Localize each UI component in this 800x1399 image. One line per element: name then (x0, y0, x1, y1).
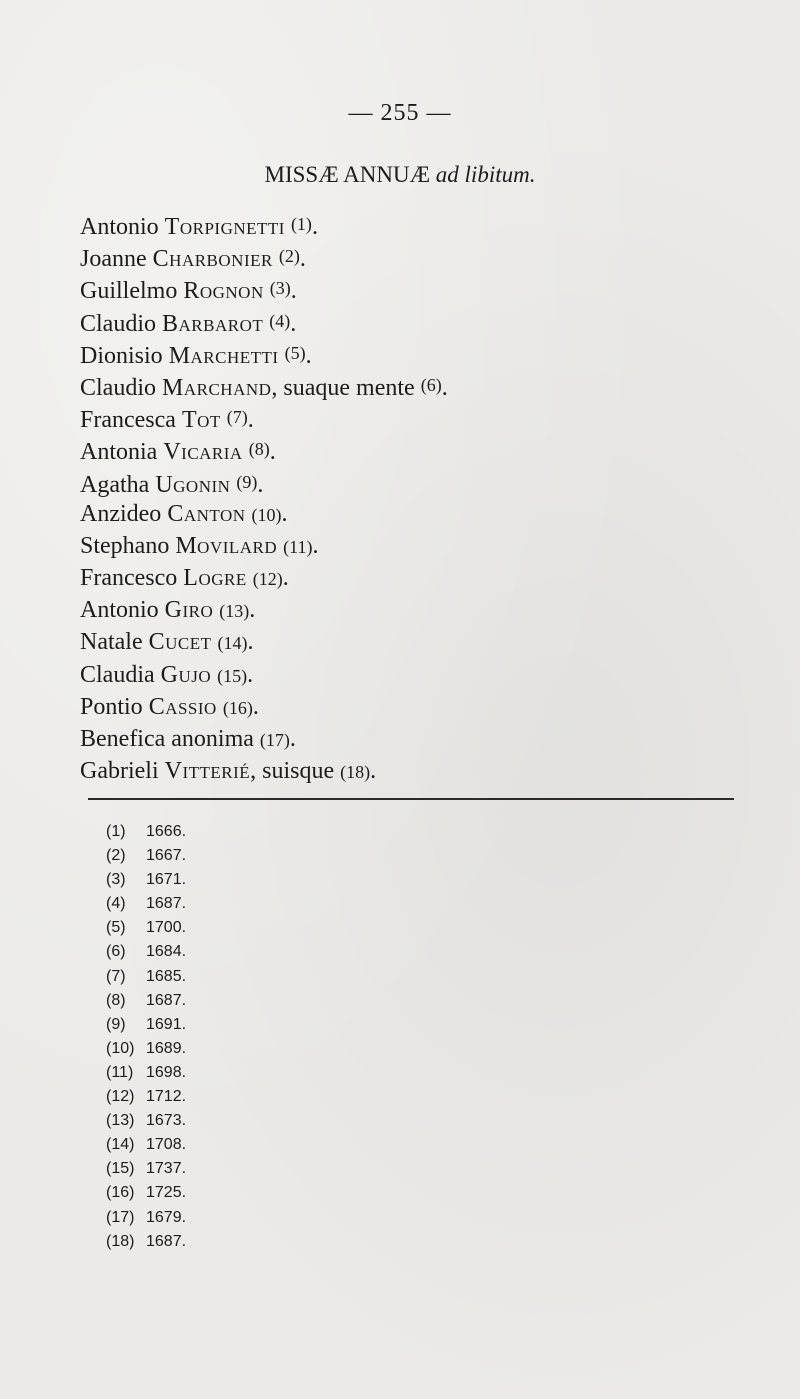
entry-surname: Vitterié (164, 758, 251, 785)
footnote-number: (1) (106, 823, 126, 840)
entry-first-name: Joanne (80, 246, 147, 273)
entry-row (80, 272, 740, 304)
entry-surname: Cassio (148, 693, 217, 720)
entry-terminator: . (441, 374, 448, 401)
entry-footnote-ref: (4) (269, 310, 291, 331)
footnote-year: 1671. (146, 871, 187, 889)
entry-terminator: . (299, 246, 306, 273)
footnote-divider (88, 798, 734, 800)
footnote-number: (16) (106, 1184, 135, 1202)
entry-first-name: Francesca (80, 407, 176, 434)
footnote-number: (18) (106, 1232, 135, 1250)
footnote-number: (4) (106, 895, 126, 913)
entry-surname: Giro (164, 597, 214, 624)
entry-terminator: . (311, 214, 318, 240)
entry-first-name: Gabrieli (80, 758, 159, 785)
footnote-number: (13) (106, 1112, 135, 1130)
entry-row (80, 659, 740, 691)
footnote-row (106, 1181, 406, 1205)
entry-first-name: Agatha (80, 471, 150, 498)
entry-footnote-ref: (6) (420, 374, 442, 395)
footnote-number: (15) (106, 1160, 135, 1178)
footnote-row (106, 1085, 406, 1109)
entry-terminator: . (281, 500, 288, 527)
footnote-number: (11) (106, 1063, 134, 1081)
entry-terminator: . (247, 629, 254, 656)
entry-footnote-ref: (10) (251, 504, 282, 525)
footnote-number: (6) (106, 943, 126, 961)
footnote-year: 1673. (146, 1112, 187, 1130)
footnote-year: 1712. (146, 1088, 187, 1106)
entry-footnote-ref: (9) (236, 471, 258, 492)
footnote-row (106, 965, 406, 989)
page-number: — 255 — (348, 100, 452, 126)
entry-row (80, 691, 740, 723)
entry-surname: Tot (181, 407, 221, 434)
entries-list (80, 208, 740, 787)
footnote-number: (7) (106, 967, 126, 985)
footnote-row (106, 820, 406, 844)
entry-row (80, 723, 740, 755)
entry-row (80, 755, 740, 787)
entry-first-name: Benefica anonima (80, 726, 254, 752)
entry-footnote-ref: (15) (217, 665, 248, 686)
footnote-row (106, 1037, 406, 1061)
entry-first-name: Antonio (80, 214, 159, 240)
footnote-year: 1687. (146, 991, 187, 1009)
entry-footnote-ref: (11) (283, 536, 313, 557)
entry-surname: Rognon (183, 278, 264, 305)
entry-footnote-ref: (1) (290, 214, 312, 234)
entry-terminator: . (249, 597, 256, 624)
footnote-row (106, 916, 406, 940)
entry-remark: , suisque (250, 758, 335, 785)
entry-first-name: Pontio (80, 693, 143, 720)
entry-surname: Charbonier (152, 246, 273, 273)
entry-first-name: Antonio (80, 597, 159, 624)
footnote-row (106, 844, 406, 868)
entry-surname: Cucet (148, 629, 212, 656)
footnote-year: 1725. (146, 1184, 187, 1202)
entry-footnote-ref: (13) (219, 601, 250, 622)
footnote-row (106, 1061, 406, 1085)
footnote-year: 1737. (146, 1160, 187, 1178)
entry-surname: Marchand (162, 374, 272, 401)
entry-terminator: . (305, 342, 312, 369)
footnote-year: 1667. (146, 847, 187, 865)
entry-row (80, 433, 740, 465)
entry-surname: Logre (183, 565, 247, 592)
footnote-number: (9) (106, 1015, 126, 1033)
footnote-number: (2) (106, 847, 126, 865)
entry-footnote-ref: (14) (217, 633, 248, 654)
entry-surname: Movilard (175, 532, 278, 559)
footnote-row (106, 1206, 406, 1230)
entry-first-name: Antonia (80, 439, 158, 466)
footnote-number: (12) (106, 1088, 135, 1106)
entry-first-name: Claudio (80, 374, 156, 401)
entry-row (80, 498, 740, 530)
footnote-number: (3) (106, 871, 126, 889)
footnote-row (106, 1109, 406, 1133)
section-heading (0, 162, 800, 188)
entry-first-name: Francesco (80, 565, 178, 592)
entry-first-name: Claudia (80, 661, 155, 688)
footnote-row (106, 1133, 406, 1157)
entry-terminator: . (282, 565, 289, 592)
footnote-year: 1666. (146, 823, 187, 840)
entry-footnote-ref: (2) (278, 246, 300, 267)
footnote-row (106, 1157, 406, 1181)
entry-row (80, 562, 740, 594)
entry-terminator: . (370, 758, 377, 785)
entry-row (80, 594, 740, 626)
entry-terminator: . (312, 532, 319, 559)
footnote-number: (10) (106, 1039, 135, 1057)
entry-surname: Vicaria (163, 439, 243, 466)
heading-title: MISSÆ ANNUÆ (264, 162, 431, 187)
footnote-row (106, 1013, 406, 1037)
entry-footnote-ref: (17) (259, 730, 290, 750)
footnote-row (106, 868, 406, 892)
entry-surname: Gujo (160, 661, 212, 688)
footnote-year: 1685. (146, 967, 187, 985)
entry-row (80, 208, 740, 240)
entry-row (80, 305, 740, 337)
footnote-row (106, 892, 406, 916)
entry-terminator: . (289, 726, 296, 752)
entry-terminator: . (290, 278, 297, 305)
entry-terminator: . (247, 407, 254, 434)
footnote-year: 1700. (146, 919, 187, 937)
entry-terminator: . (257, 471, 264, 498)
entry-terminator: . (269, 439, 276, 466)
footnote-number: (17) (106, 1208, 135, 1226)
footnotes-list (106, 820, 406, 1254)
entry-row (80, 401, 740, 433)
footnote-number: (8) (106, 991, 126, 1009)
entry-footnote-ref: (8) (248, 439, 270, 460)
entry-row (80, 337, 740, 369)
footnote-year: 1687. (146, 895, 187, 913)
entry-terminator: . (247, 661, 254, 688)
entry-footnote-ref: (3) (269, 278, 291, 299)
entry-surname: Torpignetti (164, 214, 285, 240)
entry-row (80, 626, 740, 658)
entry-first-name: Anzideo (80, 500, 162, 527)
footnote-row (106, 940, 406, 964)
footnote-number: (5) (106, 919, 126, 937)
entry-surname: Canton (167, 500, 246, 527)
entry-surname: Ugonin (155, 471, 231, 498)
entry-first-name: Natale (80, 629, 143, 656)
entry-footnote-ref: (7) (226, 407, 248, 428)
entry-first-name: Stephano (80, 532, 170, 559)
entry-first-name: Guillelmo (80, 278, 178, 305)
entry-row (80, 369, 740, 401)
footnote-row (106, 1230, 406, 1254)
entry-first-name: Dionisio (80, 342, 163, 369)
footnote-row (106, 989, 406, 1013)
entry-first-name: Claudio (80, 310, 156, 337)
entry-surname: Marchetti (168, 342, 279, 369)
entry-footnote-ref: (5) (284, 342, 306, 363)
footnote-year: 1689. (146, 1039, 187, 1057)
footnote-year: 1708. (146, 1136, 187, 1154)
footnote-year: 1679. (146, 1208, 187, 1226)
entry-terminator: . (290, 310, 297, 337)
heading-subtitle: ad libitum. (435, 162, 536, 187)
footnote-number: (14) (106, 1136, 135, 1154)
footnote-year: 1687. (146, 1232, 187, 1250)
entry-row (80, 530, 740, 562)
entry-row (80, 466, 740, 498)
entry-footnote-ref: (18) (340, 762, 371, 783)
entry-terminator: . (252, 693, 259, 720)
entry-surname: Barbarot (162, 310, 264, 337)
entry-footnote-ref: (16) (222, 697, 253, 718)
footnote-year: 1684. (146, 943, 187, 961)
entry-row (80, 240, 740, 272)
entry-footnote-ref: (12) (252, 569, 283, 590)
footnote-year: 1698. (146, 1063, 187, 1081)
entry-remark: , suaque mente (271, 374, 415, 401)
footnote-year: 1691. (146, 1015, 187, 1033)
